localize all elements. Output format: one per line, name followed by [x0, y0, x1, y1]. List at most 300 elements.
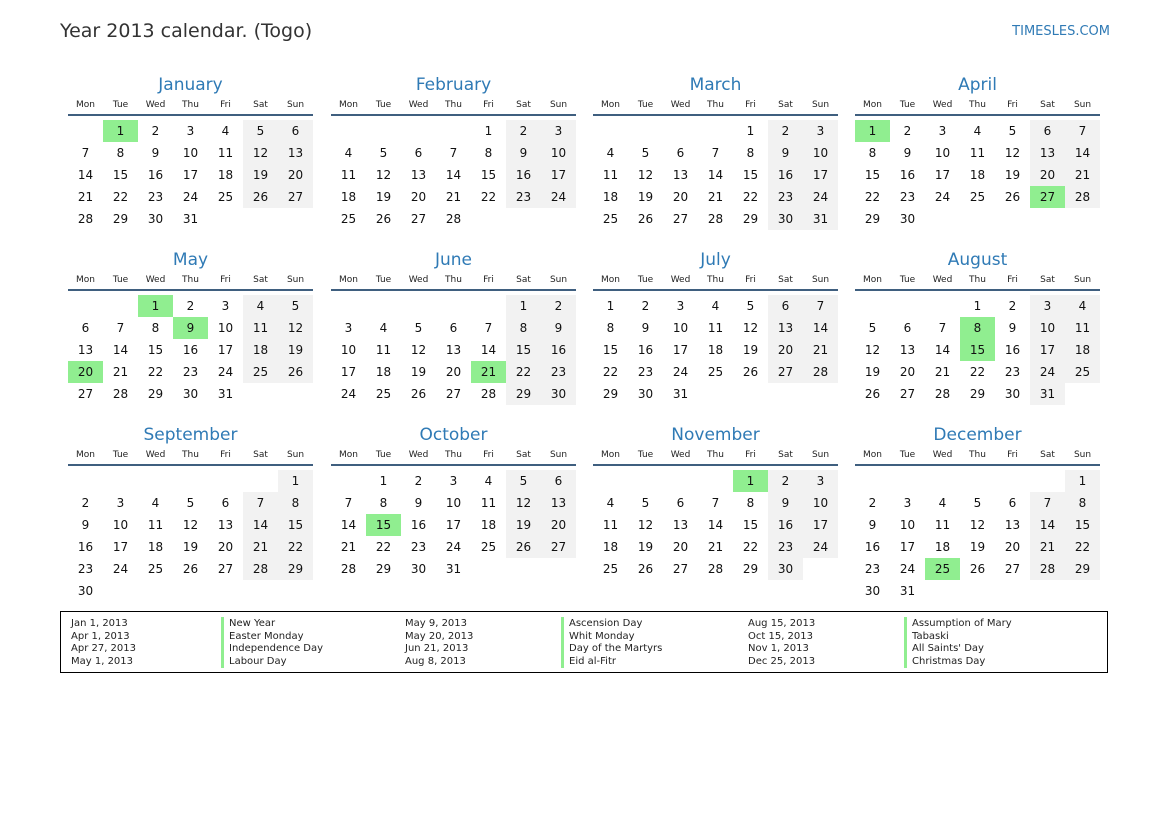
weekday-label: Sun — [286, 100, 305, 110]
day-cell: 25 — [480, 540, 497, 554]
day-cell: 23 — [182, 365, 199, 379]
day-cell: 21 — [77, 190, 94, 204]
month-title: September — [143, 425, 238, 445]
weekday-label: Tue — [112, 275, 129, 285]
weekday-label: Thu — [182, 100, 199, 110]
day-empty — [628, 470, 663, 492]
weekend-day-cell: 14 — [243, 514, 278, 536]
day-cell: 28 — [480, 387, 497, 401]
day-cell: 23 — [77, 562, 94, 576]
weekend-day-cell: 14 — [1030, 514, 1065, 536]
weekend-day-cell: 29 — [506, 383, 541, 405]
weekday-label: Sat — [1040, 450, 1055, 460]
holiday-date: Jun 21, 2013 — [405, 643, 469, 655]
weekday-label: Tue — [637, 275, 654, 285]
weekday-label: Sun — [811, 450, 830, 460]
holiday-day-cell: 1 — [103, 120, 138, 142]
weekend-day-cell: 24 — [1030, 361, 1065, 383]
day-cell: 2 — [81, 496, 90, 510]
weekday-label: Mon — [76, 100, 95, 110]
weekday-label: Tue — [899, 450, 916, 460]
day-cell: 5 — [186, 496, 195, 510]
weekend-day-cell: 31 — [803, 208, 838, 230]
day-cell: 12 — [637, 168, 654, 182]
weekend-day-cell: 16 — [541, 339, 576, 361]
weekend-day-cell: 22 — [278, 536, 313, 558]
weekend-day-cell: 7 — [803, 295, 838, 317]
weekday-label: Mon — [339, 100, 358, 110]
day-empty — [103, 295, 138, 317]
day-cell: 16 — [864, 540, 881, 554]
day-cell: 13 — [410, 168, 427, 182]
day-cell: 18 — [375, 365, 392, 379]
weekend-day-cell: 24 — [541, 186, 576, 208]
day-empty — [103, 470, 138, 492]
weekday-header — [593, 273, 838, 291]
day-cell: 19 — [182, 540, 199, 554]
day-cell: 2 — [1008, 299, 1017, 313]
weekday-label: Fri — [745, 275, 756, 285]
weekend-day-cell: 26 — [243, 186, 278, 208]
weekend-day-cell: 11 — [243, 317, 278, 339]
holiday-date: Oct 15, 2013 — [748, 630, 813, 642]
weekday-label: Mon — [863, 450, 882, 460]
day-cell: 3 — [186, 124, 195, 138]
day-cell: 15 — [480, 168, 497, 182]
weekday-label: Thu — [707, 100, 724, 110]
holiday-day-cell: 15 — [960, 339, 995, 361]
day-cell: 10 — [672, 321, 689, 335]
day-cell: 13 — [672, 518, 689, 532]
weekend-day-cell: 18 — [1065, 339, 1100, 361]
weekend-day-cell: 9 — [768, 492, 803, 514]
weekday-label: Sun — [286, 275, 305, 285]
day-empty — [925, 295, 960, 317]
weekday-label: Tue — [637, 450, 654, 460]
legend-row — [61, 630, 1107, 643]
holiday-date: Aug 8, 2013 — [405, 655, 466, 667]
weekday-header — [331, 273, 576, 291]
day-cell: 8 — [151, 321, 160, 335]
day-cell: 23 — [899, 190, 916, 204]
day-cell: 9 — [1008, 321, 1017, 335]
day-cell: 11 — [480, 496, 497, 510]
day-cell: 7 — [449, 146, 458, 160]
weekend-day-cell: 10 — [1030, 317, 1065, 339]
day-cell: 1 — [484, 124, 493, 138]
day-empty — [698, 470, 733, 492]
day-cell: 13 — [77, 343, 94, 357]
day-cell: 1 — [379, 474, 388, 488]
day-cell: 25 — [147, 562, 164, 576]
holiday-name: Whit Monday — [561, 630, 635, 643]
month-title: December — [933, 425, 1022, 445]
weekend-day-cell: 30 — [768, 558, 803, 580]
day-empty — [960, 470, 995, 492]
day-cell: 17 — [182, 168, 199, 182]
day-cell: 12 — [742, 321, 759, 335]
day-cell: 20 — [217, 540, 234, 554]
weekend-day-cell: 5 — [506, 470, 541, 492]
day-empty — [1030, 470, 1065, 492]
day-cell: 30 — [899, 212, 916, 226]
month-title: May — [172, 250, 209, 270]
weekend-day-cell: 22 — [1065, 536, 1100, 558]
weekday-label: Tue — [112, 450, 129, 460]
holiday-name: Independence Day — [221, 642, 323, 655]
weekday-label: Sat — [516, 275, 531, 285]
day-cell: 3 — [938, 124, 947, 138]
weekend-day-cell: 6 — [541, 470, 576, 492]
day-cell: 16 — [147, 168, 164, 182]
day-cell: 26 — [182, 562, 199, 576]
holiday-name: Tabaski — [904, 630, 949, 643]
weekend-day-cell: 23 — [541, 361, 576, 383]
weekend-day-cell: 17 — [803, 164, 838, 186]
day-cell: 24 — [672, 365, 689, 379]
weekend-day-cell: 16 — [768, 164, 803, 186]
weekday-label: Sat — [516, 100, 531, 110]
day-cell: 14 — [77, 168, 94, 182]
day-cell: 29 — [969, 387, 986, 401]
holiday-day-cell: 27 — [1030, 186, 1065, 208]
day-cell: 12 — [864, 343, 881, 357]
day-cell: 3 — [449, 474, 458, 488]
site-link[interactable]: TIMESLES.COM — [1012, 24, 1110, 39]
weekday-label: Fri — [483, 450, 494, 460]
weekend-day-cell: 2 — [768, 120, 803, 142]
weekday-label: Wed — [145, 275, 166, 285]
weekend-day-cell: 30 — [768, 208, 803, 230]
weekend-day-cell: 17 — [541, 164, 576, 186]
day-cell: 21 — [707, 190, 724, 204]
day-empty — [855, 295, 890, 317]
day-cell: 17 — [934, 168, 951, 182]
day-cell: 21 — [707, 540, 724, 554]
day-cell: 18 — [480, 518, 497, 532]
day-cell: 15 — [864, 168, 881, 182]
weekday-label: Tue — [375, 275, 392, 285]
day-grid — [68, 116, 313, 230]
day-cell: 11 — [340, 168, 357, 182]
weekday-label: Sun — [549, 100, 568, 110]
day-cell: 2 — [868, 496, 877, 510]
day-cell: 14 — [445, 168, 462, 182]
day-empty — [628, 120, 663, 142]
day-cell: 24 — [182, 190, 199, 204]
day-cell: 4 — [711, 299, 720, 313]
day-cell: 31 — [182, 212, 199, 226]
weekday-header — [855, 273, 1100, 291]
weekend-day-cell: 3 — [803, 470, 838, 492]
holiday-name: All Saints' Day — [904, 642, 984, 655]
holiday-day-cell: 1 — [138, 295, 173, 317]
day-cell: 20 — [445, 365, 462, 379]
day-empty — [890, 470, 925, 492]
day-cell: 23 — [147, 190, 164, 204]
day-cell: 11 — [602, 168, 619, 182]
day-cell: 30 — [147, 212, 164, 226]
month-march — [593, 74, 838, 230]
day-cell: 23 — [637, 365, 654, 379]
day-empty — [366, 120, 401, 142]
weekday-label: Sat — [516, 450, 531, 460]
weekday-label: Wed — [670, 450, 691, 460]
holiday-day-cell: 1 — [733, 470, 768, 492]
day-cell: 5 — [973, 496, 982, 510]
day-cell: 19 — [969, 540, 986, 554]
day-cell: 11 — [147, 518, 164, 532]
month-title: January — [158, 75, 223, 95]
day-empty — [68, 470, 103, 492]
month-april — [855, 74, 1100, 230]
weekday-header — [855, 98, 1100, 116]
weekend-day-cell: 26 — [506, 536, 541, 558]
weekend-day-cell: 14 — [1065, 142, 1100, 164]
weekend-day-cell: 17 — [803, 514, 838, 536]
weekend-day-cell: 7 — [1065, 120, 1100, 142]
day-empty — [663, 470, 698, 492]
day-cell: 7 — [116, 321, 125, 335]
day-cell: 27 — [1004, 562, 1021, 576]
day-empty — [331, 470, 366, 492]
day-cell: 8 — [606, 321, 615, 335]
day-cell: 6 — [449, 321, 458, 335]
weekend-day-cell: 28 — [1065, 186, 1100, 208]
day-grid — [331, 466, 576, 580]
day-cell: 21 — [112, 365, 129, 379]
weekend-day-cell: 13 — [541, 492, 576, 514]
month-title: November — [671, 425, 760, 445]
day-cell: 27 — [672, 212, 689, 226]
day-cell: 17 — [340, 365, 357, 379]
weekend-day-cell: 8 — [1065, 492, 1100, 514]
day-cell: 7 — [344, 496, 353, 510]
weekend-day-cell: 5 — [278, 295, 313, 317]
weekend-day-cell: 30 — [541, 383, 576, 405]
day-cell: 2 — [186, 299, 195, 313]
weekend-day-cell: 4 — [243, 295, 278, 317]
day-cell: 10 — [112, 518, 129, 532]
day-cell: 19 — [375, 190, 392, 204]
holiday-date: Nov 1, 2013 — [748, 643, 809, 655]
weekday-label: Fri — [220, 275, 231, 285]
weekend-day-cell: 17 — [1030, 339, 1065, 361]
weekend-day-cell: 27 — [768, 361, 803, 383]
day-cell: 20 — [672, 190, 689, 204]
day-cell: 31 — [445, 562, 462, 576]
day-cell: 5 — [414, 321, 423, 335]
day-empty — [663, 120, 698, 142]
weekday-label: Sat — [1040, 275, 1055, 285]
weekday-label: Fri — [745, 450, 756, 460]
day-cell: 2 — [414, 474, 423, 488]
day-cell: 25 — [969, 190, 986, 204]
month-title: April — [958, 75, 997, 95]
weekday-label: Wed — [670, 275, 691, 285]
day-cell: 13 — [672, 168, 689, 182]
day-cell: 12 — [375, 168, 392, 182]
day-cell: 26 — [742, 365, 759, 379]
day-cell: 15 — [112, 168, 129, 182]
day-cell: 14 — [707, 168, 724, 182]
holiday-date: May 20, 2013 — [405, 630, 474, 642]
weekday-label: Wed — [145, 450, 166, 460]
weekend-day-cell: 28 — [1030, 558, 1065, 580]
weekend-day-cell: 28 — [243, 558, 278, 580]
day-cell: 4 — [484, 474, 493, 488]
weekday-label: Wed — [932, 100, 953, 110]
holiday-date: Aug 15, 2013 — [748, 618, 816, 629]
day-cell: 23 — [864, 562, 881, 576]
day-cell: 22 — [742, 190, 759, 204]
weekend-day-cell: 25 — [243, 361, 278, 383]
day-cell: 18 — [217, 168, 234, 182]
month-october — [331, 424, 576, 580]
month-january — [68, 74, 313, 230]
weekday-label: Mon — [601, 100, 620, 110]
weekend-day-cell: 3 — [541, 120, 576, 142]
weekday-label: Sun — [1073, 100, 1092, 110]
day-cell: 9 — [903, 146, 912, 160]
weekend-day-cell: 15 — [278, 514, 313, 536]
day-cell: 12 — [182, 518, 199, 532]
month-november — [593, 424, 838, 580]
day-cell: 4 — [606, 496, 615, 510]
day-empty — [925, 470, 960, 492]
weekend-day-cell: 16 — [506, 164, 541, 186]
day-cell: 24 — [445, 540, 462, 554]
day-empty — [208, 470, 243, 492]
day-cell: 30 — [864, 584, 881, 598]
day-cell: 5 — [746, 299, 755, 313]
day-cell: 3 — [221, 299, 230, 313]
weekend-day-cell: 11 — [1065, 317, 1100, 339]
weekend-day-cell: 29 — [1065, 558, 1100, 580]
weekday-label: Fri — [483, 100, 494, 110]
month-august — [855, 249, 1100, 405]
day-cell: 9 — [151, 146, 160, 160]
weekday-label: Sat — [778, 100, 793, 110]
weekday-label: Thu — [969, 450, 986, 460]
day-cell: 3 — [116, 496, 125, 510]
weekend-day-cell: 2 — [768, 470, 803, 492]
day-cell: 27 — [77, 387, 94, 401]
day-cell: 20 — [899, 365, 916, 379]
day-grid — [855, 116, 1100, 230]
day-cell: 28 — [707, 562, 724, 576]
weekend-day-cell: 9 — [506, 142, 541, 164]
weekday-label: Sun — [549, 450, 568, 460]
day-cell: 2 — [641, 299, 650, 313]
day-cell: 25 — [707, 365, 724, 379]
weekday-label: Tue — [375, 450, 392, 460]
day-cell: 11 — [969, 146, 986, 160]
weekend-day-cell: 28 — [803, 361, 838, 383]
weekday-label: Tue — [375, 100, 392, 110]
day-cell: 14 — [112, 343, 129, 357]
weekday-header — [68, 98, 313, 116]
day-cell: 29 — [602, 387, 619, 401]
day-cell: 27 — [899, 387, 916, 401]
weekday-header — [68, 448, 313, 466]
holiday-date: Dec 25, 2013 — [748, 655, 816, 667]
day-cell: 3 — [344, 321, 353, 335]
day-empty — [138, 470, 173, 492]
day-cell: 8 — [379, 496, 388, 510]
weekday-label: Mon — [863, 100, 882, 110]
day-empty — [173, 470, 208, 492]
day-cell: 15 — [742, 168, 759, 182]
weekday-label: Sun — [549, 275, 568, 285]
day-cell: 17 — [217, 343, 234, 357]
day-cell: 23 — [1004, 365, 1021, 379]
day-cell: 8 — [868, 146, 877, 160]
weekday-label: Mon — [76, 275, 95, 285]
holiday-day-cell: 20 — [68, 361, 103, 383]
day-cell: 12 — [410, 343, 427, 357]
day-cell: 5 — [641, 146, 650, 160]
weekend-day-cell: 21 — [1030, 536, 1065, 558]
day-cell: 19 — [637, 540, 654, 554]
day-empty — [890, 295, 925, 317]
day-cell: 27 — [410, 212, 427, 226]
weekend-day-cell: 1 — [1065, 470, 1100, 492]
weekday-label: Sat — [778, 450, 793, 460]
day-cell: 26 — [410, 387, 427, 401]
day-cell: 22 — [112, 190, 129, 204]
weekday-label: Fri — [1007, 450, 1018, 460]
day-cell: 5 — [1008, 124, 1017, 138]
day-cell: 9 — [81, 518, 90, 532]
weekday-header — [855, 448, 1100, 466]
day-cell: 29 — [147, 387, 164, 401]
day-cell: 18 — [147, 540, 164, 554]
weekend-day-cell: 19 — [243, 164, 278, 186]
weekend-day-cell: 3 — [1030, 295, 1065, 317]
day-cell: 29 — [375, 562, 392, 576]
day-empty — [68, 295, 103, 317]
weekend-day-cell: 2 — [506, 120, 541, 142]
weekend-day-cell: 20 — [541, 514, 576, 536]
weekend-day-cell: 13 — [768, 317, 803, 339]
day-cell: 29 — [742, 562, 759, 576]
day-cell: 13 — [217, 518, 234, 532]
day-cell: 20 — [410, 190, 427, 204]
weekday-label: Fri — [1007, 100, 1018, 110]
weekend-day-cell: 15 — [506, 339, 541, 361]
weekend-day-cell: 13 — [278, 142, 313, 164]
holiday-name: Easter Monday — [221, 630, 304, 643]
weekend-day-cell: 5 — [243, 120, 278, 142]
day-cell: 5 — [868, 321, 877, 335]
day-empty — [401, 295, 436, 317]
day-empty — [331, 295, 366, 317]
day-cell: 4 — [221, 124, 230, 138]
day-cell: 3 — [676, 299, 685, 313]
weekend-day-cell: 21 — [1065, 164, 1100, 186]
holiday-date: Apr 1, 2013 — [71, 630, 130, 642]
weekend-day-cell: 22 — [506, 361, 541, 383]
weekday-label: Sat — [253, 450, 268, 460]
day-cell: 24 — [899, 562, 916, 576]
day-cell: 19 — [864, 365, 881, 379]
day-cell: 7 — [938, 321, 947, 335]
weekend-day-cell: 21 — [243, 536, 278, 558]
day-cell: 10 — [899, 518, 916, 532]
day-cell: 22 — [602, 365, 619, 379]
day-cell: 10 — [445, 496, 462, 510]
